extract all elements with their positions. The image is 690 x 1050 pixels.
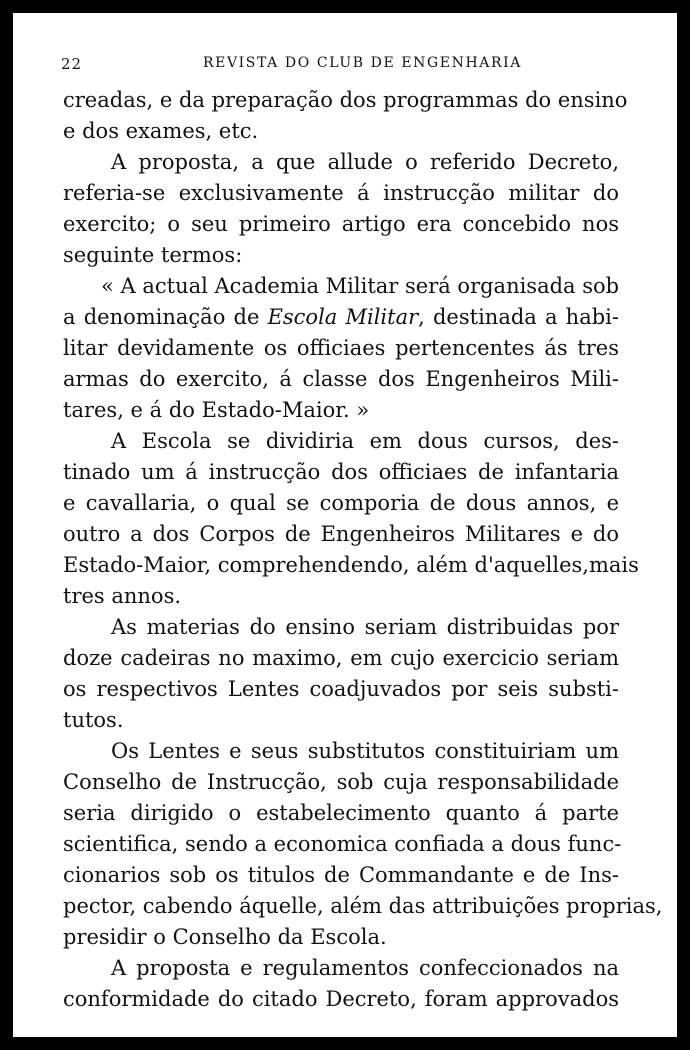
text-line: cionarios sob os titulos de Commandante e de Ins- [63,863,619,887]
running-title: REVISTA DO CLUB DE ENGENHARIA [203,55,522,71]
text-line: Conselho de Instrucção, sob cuja responsabilidade [63,770,619,794]
text-line: creadas, e da preparação dos programmas do ensino [63,88,628,112]
text-line: litar devidamente os officiaes pertencentes ás tres [63,336,619,360]
text-line: outro a dos Corpos de Engenheiros Militares e do [63,522,619,546]
text-line: tutos. [63,708,124,732]
paragraph-first-line: Os Lentes e seus substitutos constituiriam um [111,739,619,763]
text-line: tinado um á instrucção dos officiaes de infantaria [63,460,619,484]
text-line: exercito; o seu primeiro artigo era concebido nos [63,212,619,236]
page-header [13,55,677,77]
quote-first-line: « A actual Academia Militar será organisada sob [101,274,620,298]
page-number: 22 [61,55,83,73]
text-line: pector, cabendo áquelle, além das attribuições proprias, [63,894,663,918]
text-line: seria dirigido o estabelecimento quanto á parte [63,801,619,825]
paragraph-first-line: A Escola se dividiria em dous cursos, des- [111,429,619,453]
text-line: tares, e á do Estado-Maior. » [63,398,370,422]
italic-term: Escola Militar [267,305,419,329]
text-segment: , destinada a habi- [418,305,619,329]
text-line: os respectivos Lentes coadjuvados por seis substi- [63,677,619,701]
body-text [63,85,663,1015]
text-line: doze cadeiras no maximo, em cujo exercicio seriam [63,646,619,670]
text-line: tres annos. [63,584,182,608]
text-line: e cavallaria, o qual se comporia de dous annos, e [63,491,619,515]
text-line: presidir o Conselho da Escola. [63,925,387,949]
paragraph-first-line: A proposta e regulamentos confeccionados na [111,956,619,980]
text-line: conformidade do citado Decreto, foram approvados [63,987,619,1011]
book-page [13,13,677,1037]
text-line: referia-se exclusivamente á instrucção militar do [63,181,619,205]
text-line: scientifica, sendo a economica confiada a dous func- [63,832,622,856]
text-line: seguinte termos: [63,243,243,267]
text-line: e dos exames, etc. [63,119,259,143]
paragraph-first-line: A proposta, a que allude o referido Decreto, [111,150,619,174]
paragraph-first-line: As materias do ensino seriam distribuidas por [111,615,619,639]
text-segment: a denominação de [63,305,268,329]
text-line: Estado-Maior, comprehendendo, além d'aquelles,mais [63,553,639,577]
text-line [63,302,619,333]
text-line: armas do exercito, á classe dos Engenheiros Mili- [63,367,619,391]
